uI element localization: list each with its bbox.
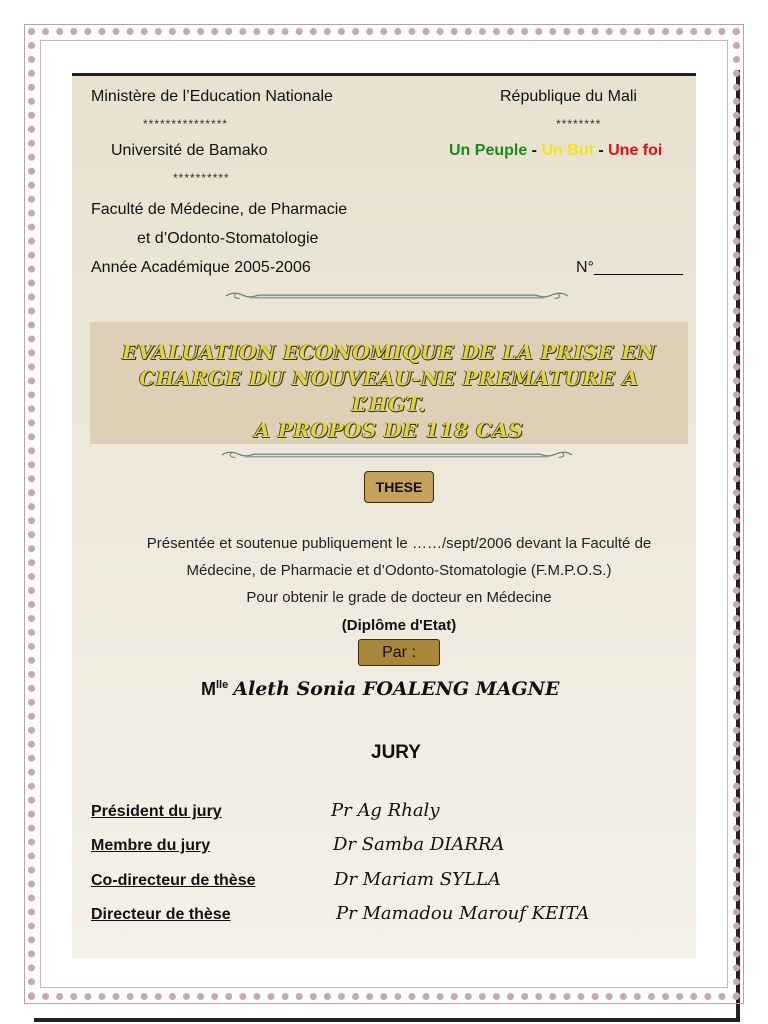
- candidate: [201, 678, 560, 700]
- motto-part-1: Un Peuple: [449, 142, 528, 159]
- republic-stars: ********: [556, 117, 602, 131]
- candidate-name: Aleth Sonia FOALENG MAGNE: [233, 678, 560, 700]
- national-motto: [449, 142, 662, 160]
- motto-separator-1: -: [527, 142, 542, 159]
- jury-role-director: Directeur de thèse: [91, 906, 231, 923]
- jury-role-codirector: Co-directeur de thèse: [91, 872, 256, 889]
- motto-part-3: Une foi: [608, 142, 663, 159]
- ministry-label: Ministère de l’Education Nationale: [91, 88, 333, 105]
- jury-name-president: Pr Ag Rhaly: [331, 800, 440, 821]
- jury-heading: JURY: [371, 742, 421, 763]
- motto-part-2: Un But: [541, 142, 594, 159]
- jury-name-codirector: Dr Mariam SYLLA: [334, 869, 501, 890]
- jury-name-director: Pr Mamadou Marouf KEITA: [336, 903, 590, 924]
- ornament-divider-bottom: [185, 450, 609, 460]
- university-stars: **********: [173, 171, 230, 185]
- thesis-title-line2: CHARGE DU NOUVEAU-NE PREMATURE A: [139, 366, 639, 390]
- academic-year: Année Académique 2005-2006: [91, 259, 311, 276]
- faculty-line1: Faculté de Médecine, de Pharmacie: [91, 201, 348, 218]
- diploma-label: (Diplôme d'Etat): [341, 617, 457, 634]
- thesis-title-line3: L’HGT.: [351, 392, 427, 416]
- thesis-title-line4: A PROPOS DE 118 CAS: [254, 418, 524, 442]
- presentation-line3: Pour obtenir le grade de docteur en Médecine: [246, 589, 552, 606]
- faculty-line2: et d’Odonto-Stomatologie: [137, 230, 319, 247]
- candidate-title-sup: lle: [216, 679, 229, 691]
- thesis-number: N°__________: [576, 259, 683, 276]
- presentation-line2: Médecine, de Pharmacie et d’Odonto-Stomatologie (F.M.P.O.S.): [186, 562, 612, 579]
- presentation-line1: Présentée et soutenue publiquement le ……/sept/2006 devant la Faculté de: [146, 535, 652, 552]
- jury-role-president: Président du jury: [91, 803, 222, 820]
- jury-name-member: Dr Samba DIARRA: [333, 834, 505, 855]
- candidate-title: M: [201, 679, 216, 699]
- ministry-stars: ***************: [143, 117, 229, 131]
- ornament-divider-top: [190, 291, 604, 301]
- these-label-box: THESE: [364, 471, 434, 503]
- par-label-box: Par :: [358, 639, 440, 666]
- university-label: Université de Bamako: [111, 142, 268, 159]
- motto-separator-2: -: [593, 142, 609, 159]
- republic-label: République du Mali: [500, 88, 637, 105]
- jury-role-member: Membre du jury: [91, 837, 211, 854]
- thesis-title-line1: EVALUATION ECONOMIQUE DE LA PRISE EN: [122, 340, 656, 364]
